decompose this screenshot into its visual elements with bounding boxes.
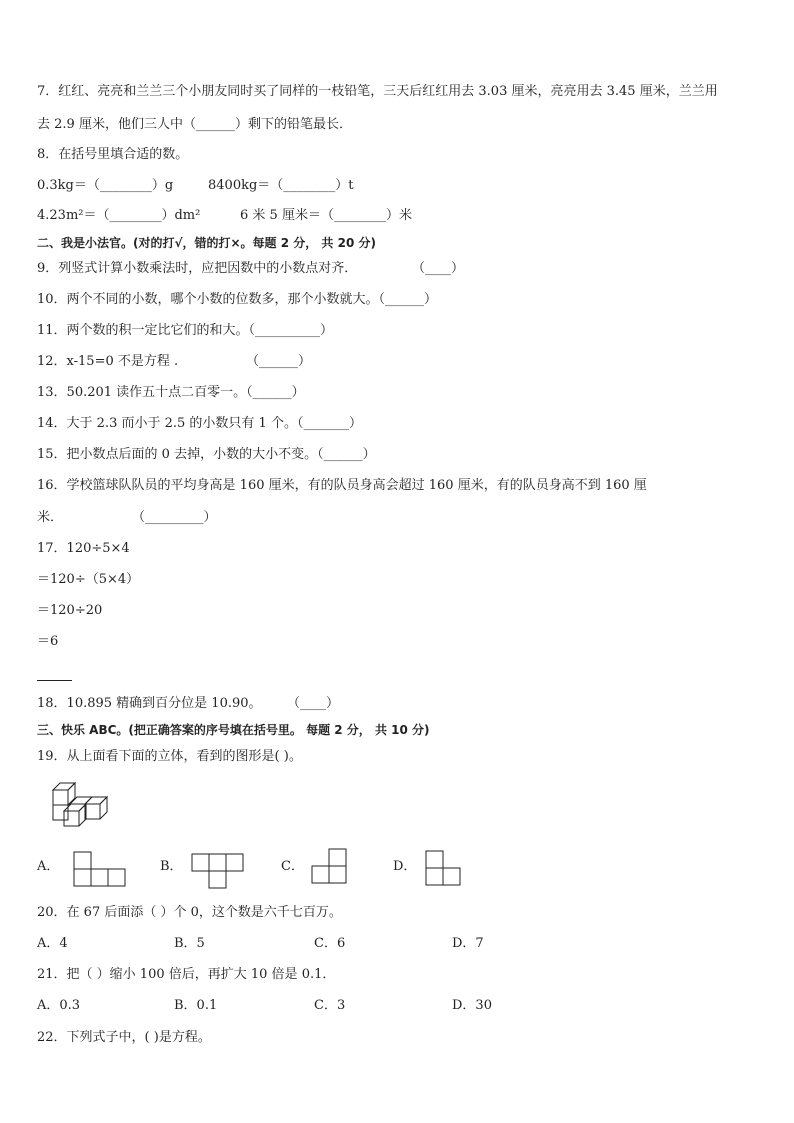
q7-line1: 7．红红、亮亮和兰兰三个小朋友同时买了同样的一枝铅笔，三天后红红用去 3.03 厘米，亮亮用去 3.45 厘米，兰兰用: [37, 84, 718, 99]
q21-option-b: B．0.1: [174, 998, 218, 1013]
q19-option-b-label: B．: [160, 859, 183, 874]
q12-text: 12．x-15=0 不是方程 .: [37, 354, 179, 369]
q7-line2: 去 2.9 厘米，他们三人中（______）剩下的铅笔最长．: [37, 117, 352, 132]
q19-option-a-figure: [73, 851, 128, 888]
q21-option-c: C．3: [314, 998, 346, 1013]
q19-option-a-label: A．: [37, 859, 60, 874]
q17-line4: ＝6: [37, 634, 59, 649]
q19-option-d-label: D．: [393, 859, 417, 874]
q20-option-d: D．7: [452, 936, 484, 951]
q14-text: 14．大于 2.3 而小于 2.5 的小数只有 1 个。（_______）: [37, 416, 362, 431]
q20-option-c: C．6: [314, 936, 346, 951]
q20-text: 20．在 67 后面添（ ）个 0，这个数是六千七百万。: [37, 905, 342, 920]
q8-title: 8．在括号里填合适的数。: [37, 147, 189, 162]
q8-item-c: 4.23m²＝（________）dm²: [37, 208, 201, 223]
q19-option-b-figure: [191, 853, 246, 890]
q22-text: 22．下列式子中，( )是方程。: [37, 1030, 211, 1045]
q16-line1: 16．学校篮球队队员的平均身高是 160 厘米，有的队员身高会超过 160 厘米，有的队员身高不到 160 厘: [37, 478, 647, 493]
q19-option-d-figure: [425, 850, 465, 888]
q21-option-a: A．0.3: [37, 998, 81, 1013]
q17-line1: 17．120÷5×4: [37, 541, 130, 556]
q8-item-b: 8400kg＝（________）t: [208, 178, 354, 193]
q9-text: 9．列竖式计算小数乘法时，应把因数中的小数点对齐．: [37, 261, 358, 276]
q13-text: 13．50.201 读作五十点二百零一。（______）: [37, 385, 305, 400]
q19-option-c-label: C．: [281, 859, 304, 874]
q9-blank: （____）: [412, 261, 465, 276]
q16-line2: 米．: [37, 510, 64, 525]
q10-text: 10．两个不同的小数，哪个小数的位数多，那个小数就大。（______）: [37, 292, 438, 307]
q8-item-d: 6 米 5 厘米＝（________）米: [240, 208, 412, 223]
q21-option-d: D．30: [452, 998, 492, 1013]
q20-option-b: B．5: [174, 936, 205, 951]
q8-item-a: 0.3kg＝（________）g: [37, 178, 174, 193]
q18-text: 18．10.895 精确到百分位是 10.90。: [37, 696, 262, 711]
q18-blank: （____）: [287, 696, 340, 711]
q11-text: 11．两个数的积一定比它们的和大。（__________）: [37, 323, 334, 338]
q20-option-a: A．4: [37, 936, 68, 951]
q21-text: 21．把（ ）缩小 100 倍后，再扩大 10 倍是 0.1．: [37, 967, 336, 982]
q19-option-c-figure: [311, 848, 351, 886]
q17-answer-line: [37, 680, 72, 681]
q16-blank: （_________）: [132, 510, 217, 525]
q15-text: 15．把小数点后面的 0 去掉，小数的大小不变。（______）: [37, 447, 376, 462]
section2-heading: 二、我是小法官。(对的打√，错的打×。每题 2 分， 共 20 分): [37, 236, 376, 250]
q17-line3: ＝120÷20: [37, 603, 103, 618]
cube-stack-figure: [48, 778, 114, 830]
section3-heading: 三、快乐 ABC。(把正确答案的序号填在括号里。 每题 2 分， 共 10 分): [37, 723, 430, 737]
q17-line2: ＝120÷（5×4）: [37, 572, 140, 587]
q19-text: 19．从上面看下面的立体，看到的图形是( )。: [37, 749, 302, 764]
q12-blank: （______）: [246, 354, 312, 369]
